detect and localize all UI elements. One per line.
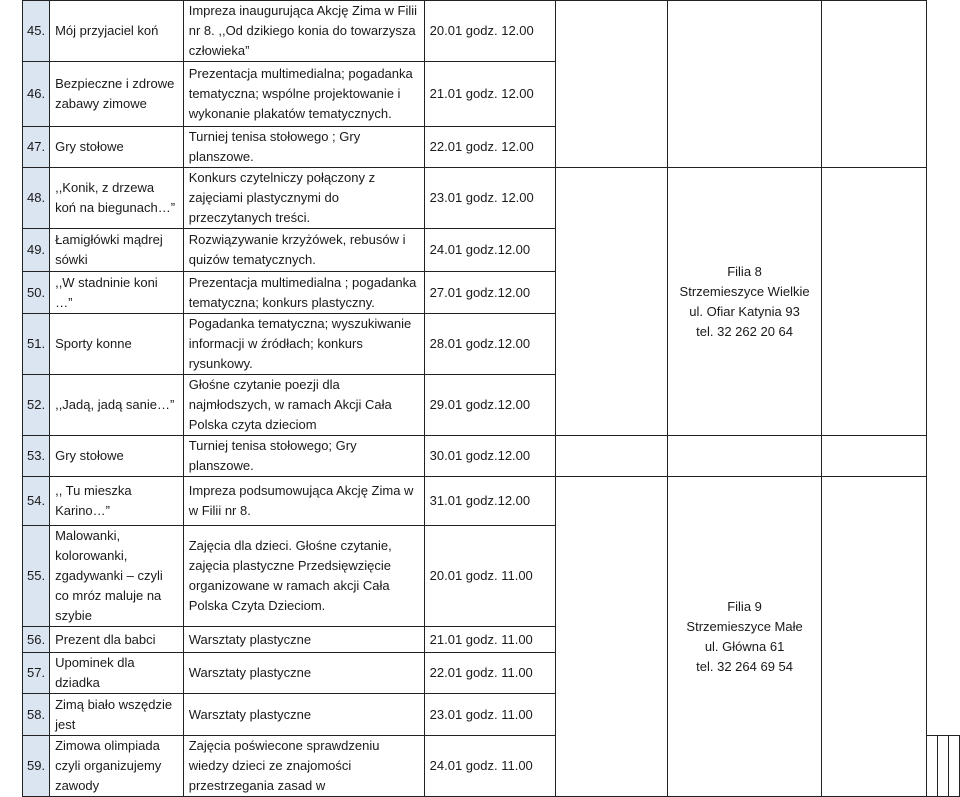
row-number: 49. [23, 229, 50, 272]
event-title: Malowanki, kolorowanki, zgadywanki – czyli co mróz maluje na szybie [50, 526, 184, 627]
event-date: 24.01 godz.12.00 [424, 229, 555, 272]
event-description: Rozwiązywanie krzyżówek, rebusów i quizów tematycznych. [183, 229, 424, 272]
event-title: Gry stołowe [50, 436, 184, 477]
event-date: 24.01 godz. 11.00 [424, 736, 555, 797]
event-date: 20.01 godz. 11.00 [424, 526, 555, 627]
filia-9-address [667, 477, 822, 797]
empty-cell [949, 736, 960, 797]
event-description: Warsztaty plastyczne [183, 694, 424, 736]
event-description: Impreza podsumowująca Akcję Zima w w Filii nr 8. [183, 477, 424, 526]
empty-cell [822, 168, 927, 436]
empty-cell [667, 436, 822, 477]
empty-cell [822, 477, 927, 797]
row-number: 50. [23, 272, 50, 314]
event-date: 23.01 godz. 12.00 [424, 168, 555, 229]
row-number: 53. [23, 436, 50, 477]
events-table [22, 0, 960, 797]
event-date: 20.01 godz. 12.00 [424, 1, 555, 62]
event-title: ,, Tu mieszka Karino…” [50, 477, 184, 526]
empty-cell [555, 168, 667, 436]
event-description: Turniej tenisa stołowego; Gry planszowe. [183, 436, 424, 477]
filia-9-name: Filia 9 [727, 598, 762, 614]
event-title: Prezent dla babci [50, 627, 184, 653]
event-description: Impreza inaugurująca Akcję Zima w Filii nr 8. ,,Od dzikiego konia do towarzysza człowieka” [183, 1, 424, 62]
event-date: 22.01 godz. 12.00 [424, 127, 555, 168]
row-number: 55. [23, 526, 50, 627]
event-description: Warsztaty plastyczne [183, 653, 424, 694]
event-description: Pogadanka tematyczna; wyszukiwanie informacji w źródłach; konkurs rysunkowy. [183, 314, 424, 375]
event-title: Gry stołowe [50, 127, 184, 168]
table-row [23, 168, 960, 229]
empty-cell [555, 477, 667, 797]
event-date: 23.01 godz. 11.00 [424, 694, 555, 736]
event-description: Zajęcia dla dzieci. Głośne czytanie, zajęcia plastyczne Przedsięwzięcie organizowane w ramach akcji Cała Polska Czyta Dzieciom. [183, 526, 424, 627]
row-number: 54. [23, 477, 50, 526]
event-title: Bezpieczne i zdrowe zabawy zimowe [50, 62, 184, 127]
event-title: ,,Jadą, jadą sanie…” [50, 375, 184, 436]
empty-cell [822, 436, 927, 477]
empty-cell [822, 1, 927, 168]
filia-9-street: ul. Główna 61 [704, 638, 785, 654]
row-number: 47. [23, 127, 50, 168]
row-number: 59. [23, 736, 50, 797]
table-row [23, 477, 960, 526]
event-date: 28.01 godz.12.00 [424, 314, 555, 375]
filia-8-street: ul. Ofiar Katynia 93 [689, 303, 800, 319]
filia-9-phone: tel. 32 264 69 54 [696, 658, 793, 674]
row-number: 45. [23, 1, 50, 62]
event-description: Konkurs czytelniczy połączony z zajęciami plastycznymi do przeczytanych treści. [183, 168, 424, 229]
event-description: Warsztaty plastyczne [183, 627, 424, 653]
event-description: Głośne czytanie poezji dla najmłodszych, w ramach Akcji Cała Polska czyta dzieciom [183, 375, 424, 436]
event-title: ,,Konik, z drzewa koń na biegunach…” [50, 168, 184, 229]
event-date: 21.01 godz. 12.00 [424, 62, 555, 127]
event-title: Mój przyjaciel koń [50, 1, 184, 62]
empty-cell [667, 1, 822, 168]
table-row [23, 1, 960, 62]
event-description: Prezentacja multimedialna ; pogadanka tematyczna; konkurs plastyczny. [183, 272, 424, 314]
filia-8-district: Strzemieszyce Wielkie [679, 283, 810, 299]
filia-8-phone: tel. 32 262 20 64 [696, 323, 793, 339]
event-title: ,,W stadninie koni …” [50, 272, 184, 314]
row-number: 52. [23, 375, 50, 436]
event-date: 29.01 godz.12.00 [424, 375, 555, 436]
event-description: Turniej tenisa stołowego ; Gry planszowe. [183, 127, 424, 168]
event-date: 27.01 godz.12.00 [424, 272, 555, 314]
event-date: 30.01 godz.12.00 [424, 436, 555, 477]
event-date: 22.01 godz. 11.00 [424, 653, 555, 694]
table-row [23, 436, 960, 477]
event-title: Sporty konne [50, 314, 184, 375]
event-title: Zimą biało wszędzie jest [50, 694, 184, 736]
empty-cell [927, 736, 938, 797]
empty-cell [938, 736, 949, 797]
empty-cell [555, 436, 667, 477]
row-number: 48. [23, 168, 50, 229]
filia-9-district: Strzemieszyce Małe [686, 618, 803, 634]
filia-8-name: Filia 8 [727, 263, 762, 279]
event-description: Prezentacja multimedialna; pogadanka tematyczna; wspólne projektowanie i wykonanie plakatów tematycznych. [183, 62, 424, 127]
row-number: 51. [23, 314, 50, 375]
filia-8-address [667, 168, 822, 436]
event-title: Zimowa olimpiada czyli organizujemy zawody [50, 736, 184, 797]
row-number: 56. [23, 627, 50, 653]
event-description: Zajęcia poświecone sprawdzeniu wiedzy dzieci ze znajomości przestrzegania zasad w [183, 736, 424, 797]
event-title: Upominek dla dziadka [50, 653, 184, 694]
event-title: Łamigłówki mądrej sówki [50, 229, 184, 272]
event-date: 21.01 godz. 11.00 [424, 627, 555, 653]
event-date: 31.01 godz.12.00 [424, 477, 555, 526]
row-number: 46. [23, 62, 50, 127]
row-number: 57. [23, 653, 50, 694]
empty-cell [555, 1, 667, 168]
row-number: 58. [23, 694, 50, 736]
